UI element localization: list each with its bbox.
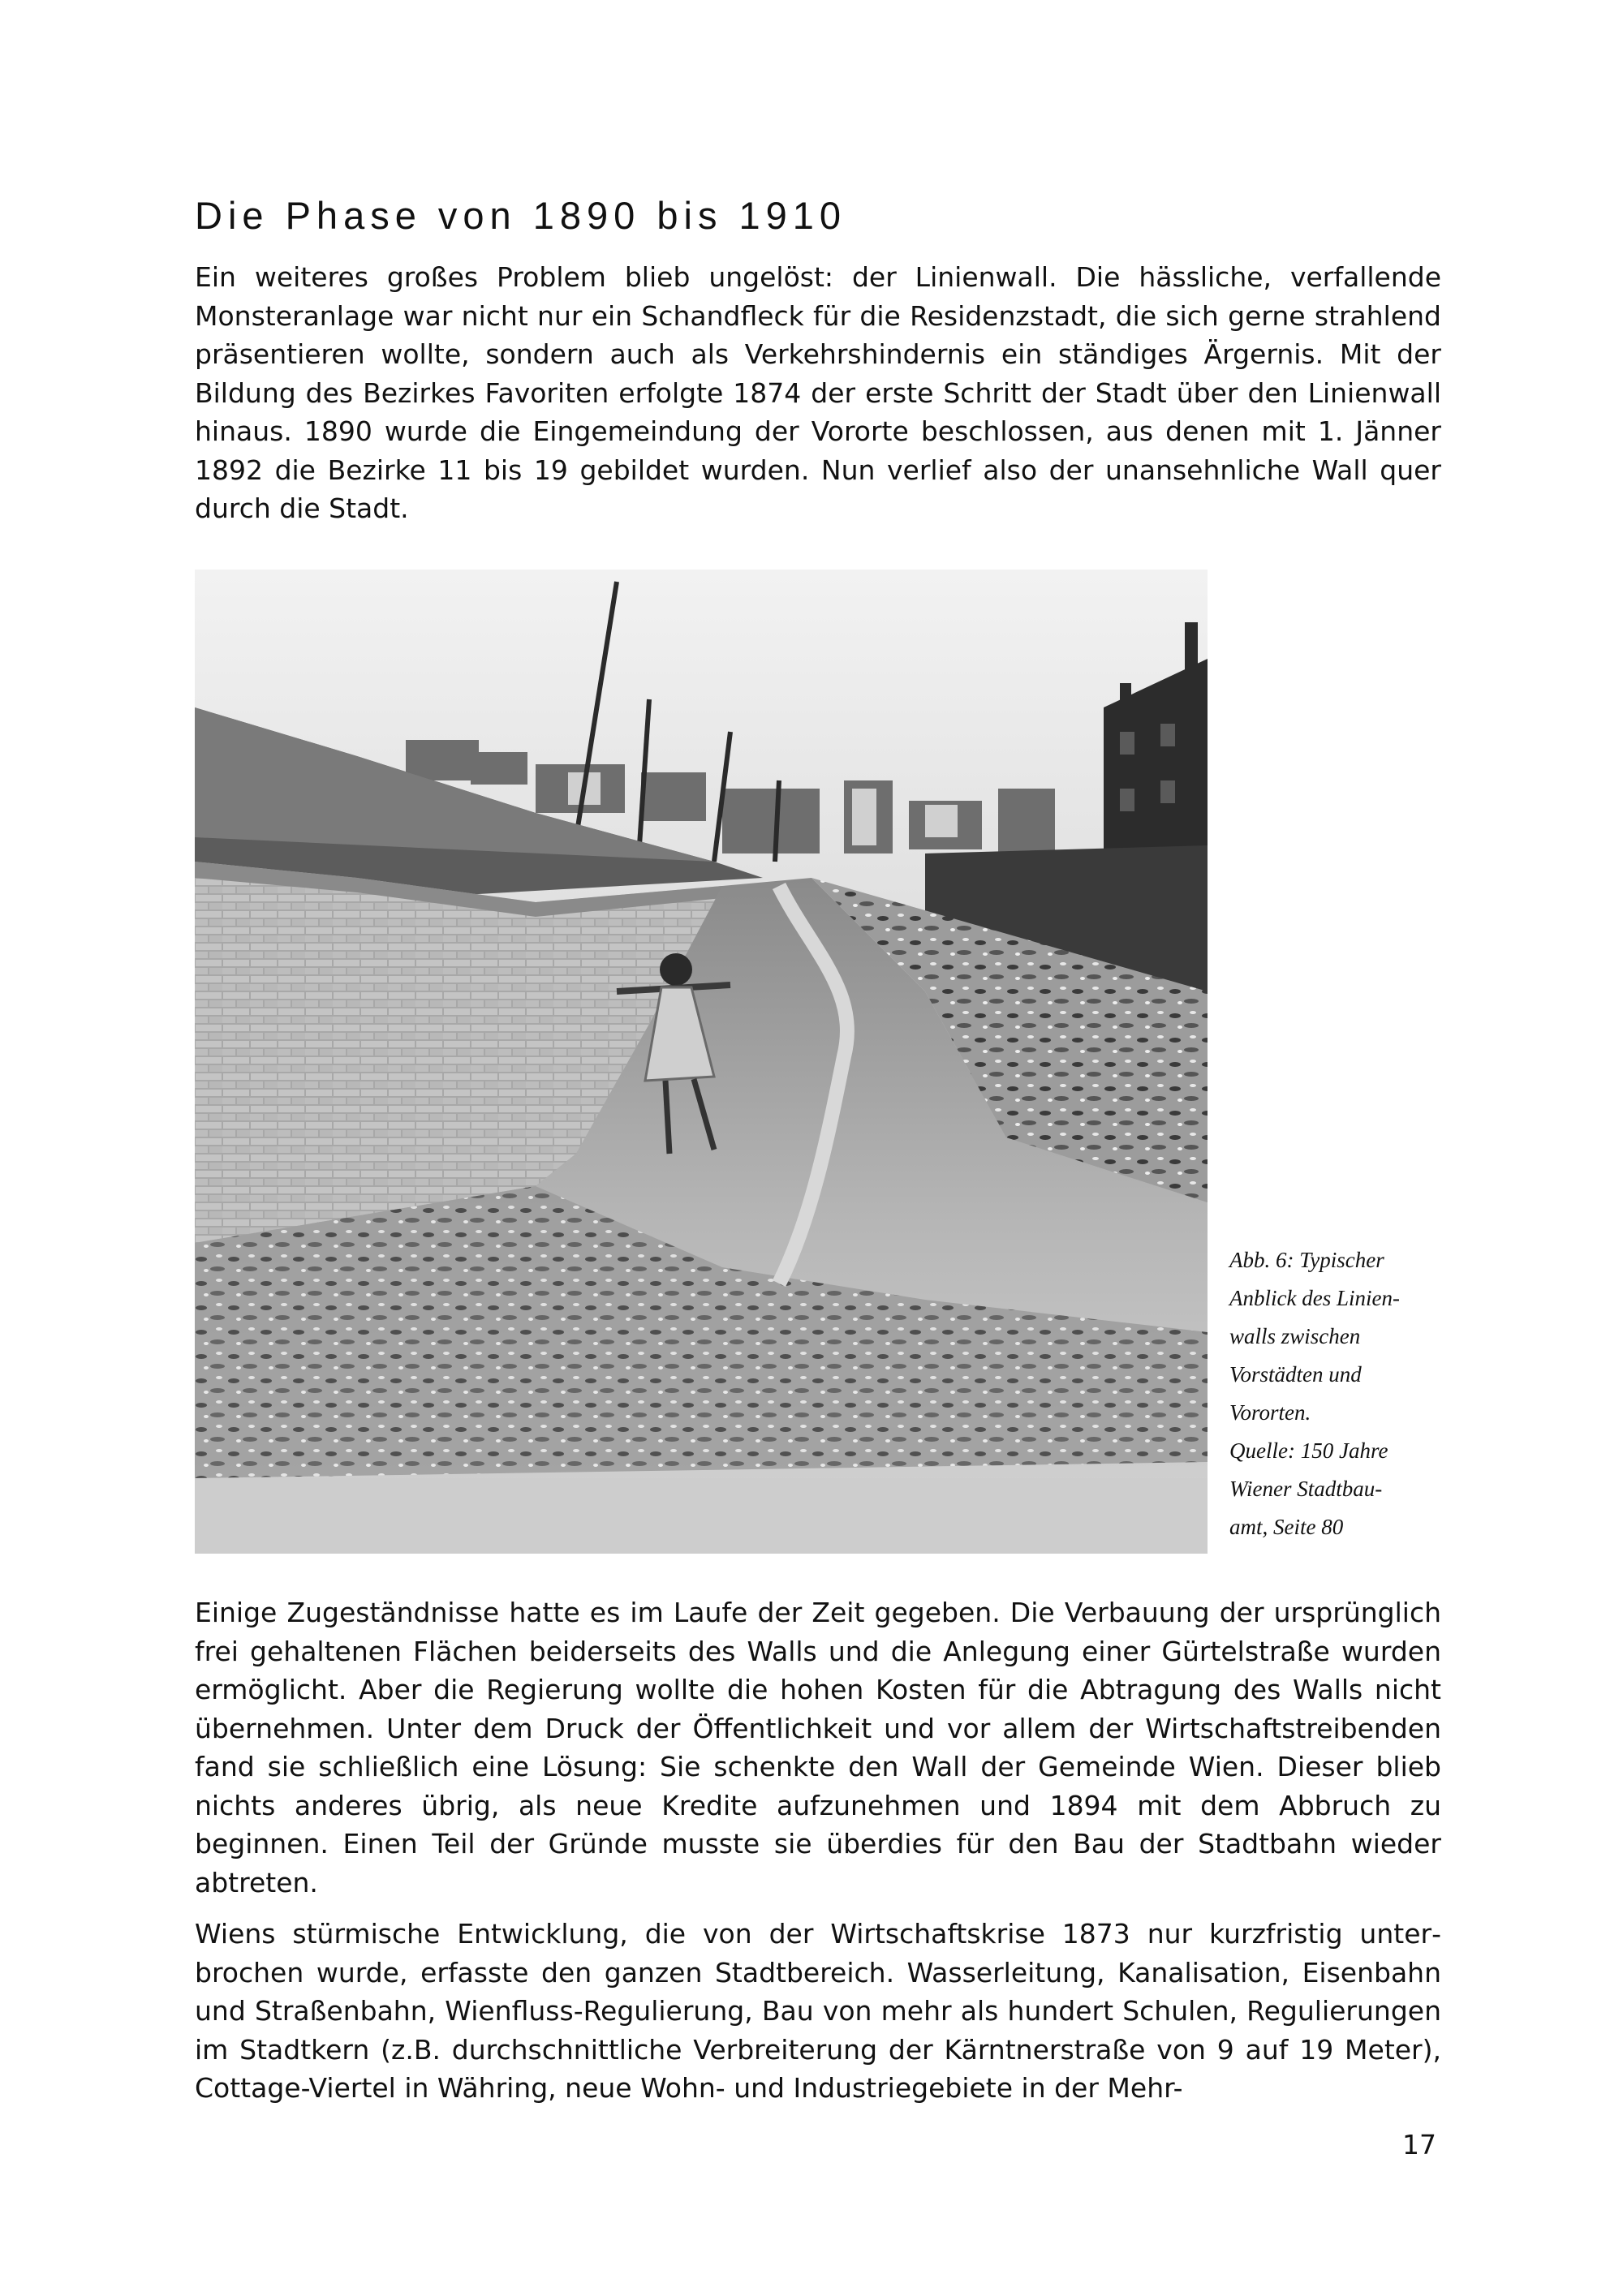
caption-line: Abb. 6: Typischer (1229, 1248, 1384, 1272)
section-heading: Die Phase von 1890 bis 1910 (195, 194, 847, 237)
historic-photo-linienwall (195, 570, 1208, 1554)
caption-line: Wiener Stadtbau- (1229, 1477, 1383, 1501)
page-number: 17 (1402, 2129, 1436, 2161)
paragraph-entwicklung: Wiens stürmische Entwicklung, die von der Wirtschaftskrise 1873 nur kurzfristig unterbrochen wurde, erfasste den ganzen Stadtbereich. Wasserleitung, Kanalisation, Eisenbahn und Straßenbahn, Wienfluss-Regulierung, Bau von mehr als hundert Schulen, Regulierungen im Stadtkern (z.B. durchschnittliche Verbreiterung der Kärntnerstraße von 9 auf 19 Meter), Cottage-Viertel in Währing, neue Wohn- und Industriegebiete in der Mehr- (195, 1918, 1441, 2104)
caption-line: walls zwischen (1229, 1324, 1361, 1348)
caption-line: Anblick des Linien- (1229, 1286, 1400, 1310)
figure-caption (1229, 1241, 1457, 1546)
paragraph-linienwall: Ein weiteres großes Problem blieb ungelöst: der Linienwall. Die hässliche, verfallende Monsteranlage war nicht nur ein Schandfleck für die Residenzstadt, die sich gerne strahlend präsentieren wollte, sondern auch als Verkehrshindernis ein ständiges Ärgernis. Mit der Bildung des Bezirkes Favoriten erfolgte 1874 der erste Schritt der Stadt über den Linienwall hinaus. 1890 wurde die Eingemeindung der Vororte beschlossen, aus denen mit 1. Jänner 1892 die Bezirke 11 bis 19 gebildet wurden. Nun verlief also der unansehnliche Wall quer durch die Stadt. (195, 261, 1441, 524)
caption-line: Vororten. (1229, 1400, 1311, 1425)
caption-line: amt, Seite 80 (1229, 1515, 1344, 1539)
caption-line: Quelle: 150 Jahre (1229, 1438, 1388, 1463)
caption-line: Vorstädten und (1229, 1362, 1362, 1387)
paragraph-abbruch: Einige Zugeständnisse hatte es im Laufe der Zeit gegeben. Die Verbauung der ursprünglich frei gehaltenen Flächen beiderseits des Walls und die Anlegung einer Gürtelstraße wurden ermöglicht. Aber die Regierung wollte die hohen Kosten für die Abtragung des Walls nicht übernehmen. Unter dem Druck der Öffentlichkeit und vor allem der Wirtschaftstreibenden fand sie schließlich eine Lösung: Sie schenkte den Wall der Gemeinde Wien. Dieser blieb nichts anderes übrig, als neue Kredite aufzunehmen und 1894 mit dem Abbruch zu beginnen. Einen Teil der Gründe musste sie überdies für den Bau der Stadtbahn wieder abtreten. (195, 1597, 1441, 1898)
